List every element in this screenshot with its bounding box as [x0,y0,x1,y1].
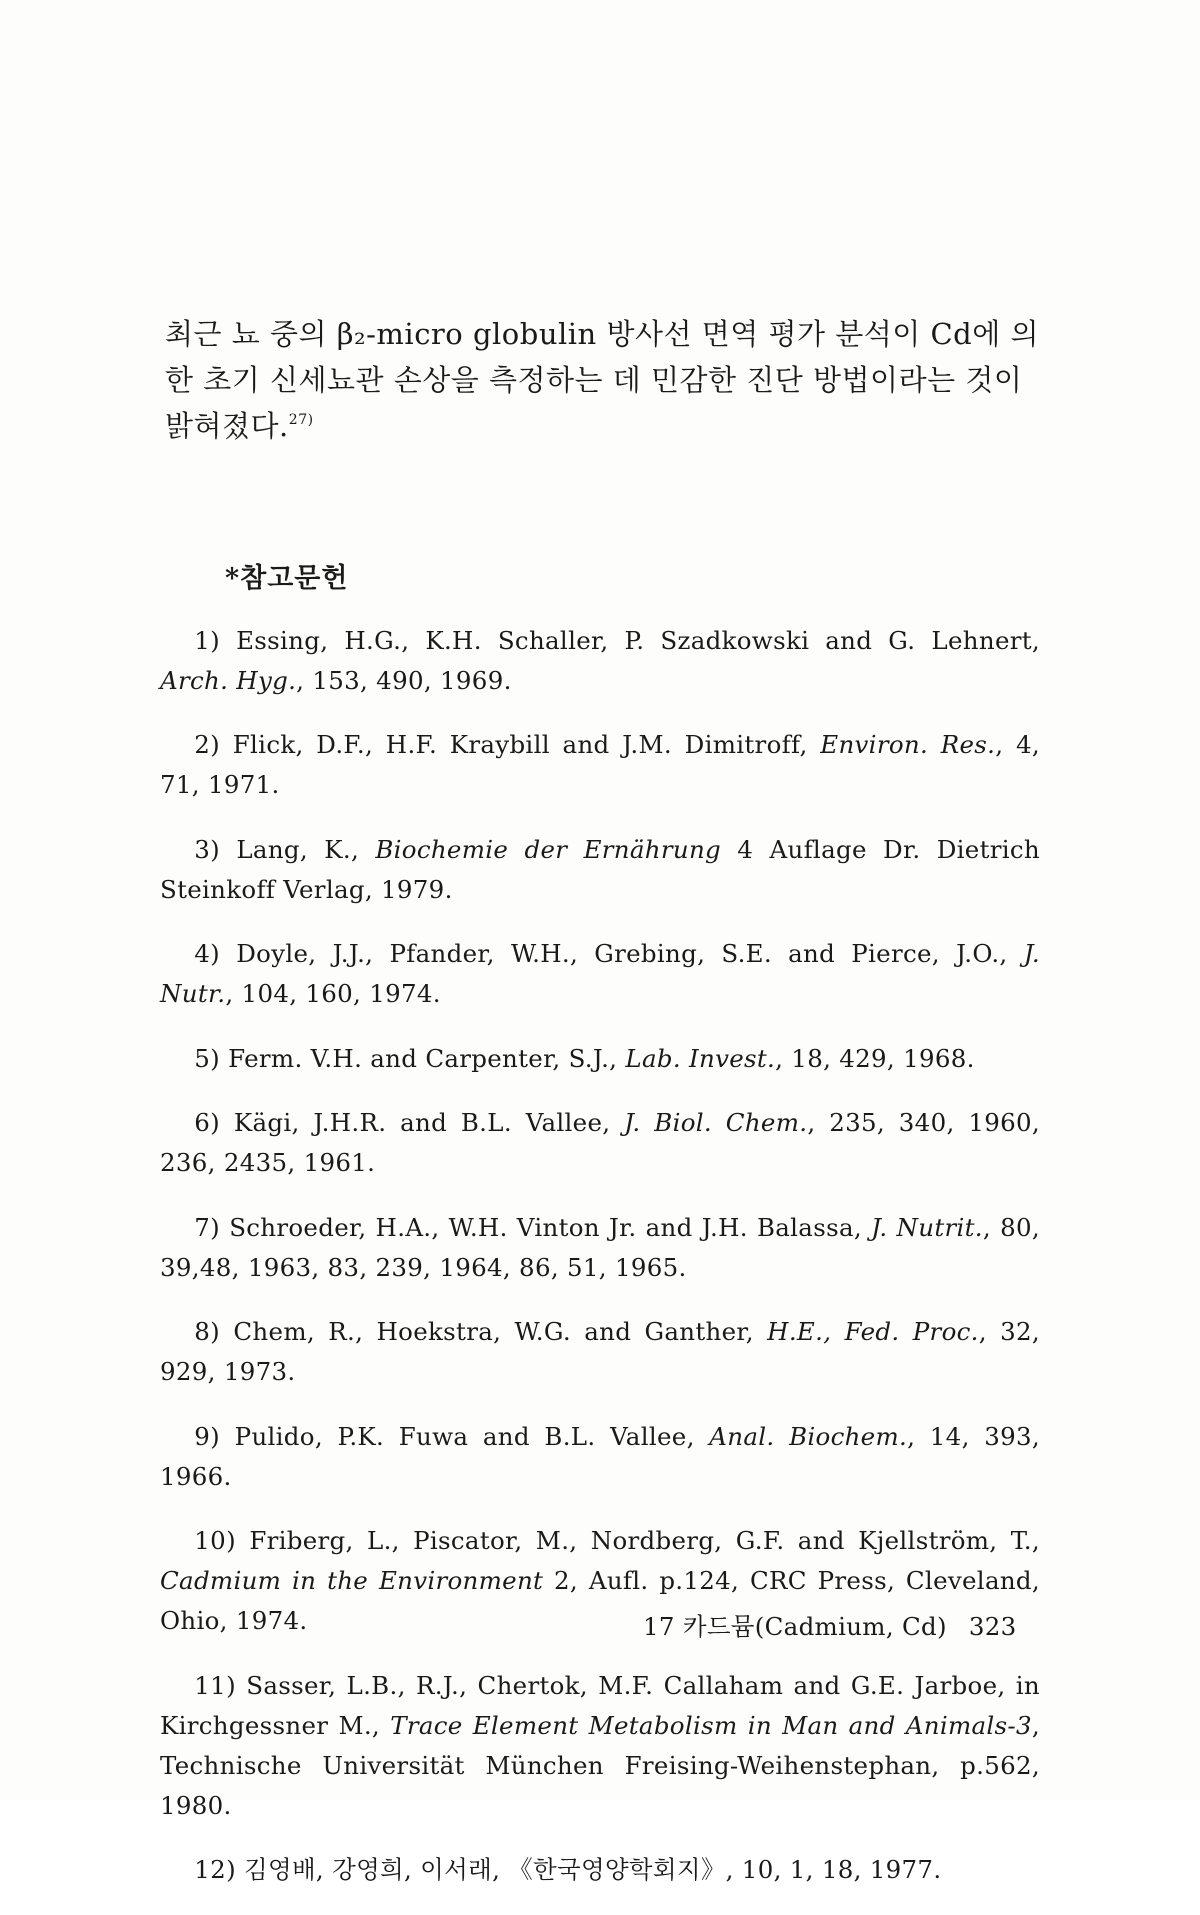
references-heading: *참고문헌 [225,563,349,594]
reference-item: 6) Kägi, J.H.R. and B.L. Vallee, J. Biol. Chem., 235, 340, 1960, 236, 2435, 1961. [160,1108,1040,1177]
reference-item: 2) Flick, D.F., H.F. Kraybill and J.M. Dimitroff, Environ. Res., 4, 71, 1971. [160,730,1041,799]
reference-item: 1) Essing, H.G., K.H. Schaller, P. Szadkowski and G. Lehnert, Arch. Hyg., 153, 490, 1969. [160,625,1041,695]
running-title: 17 카드뮴(Cadmium, Cd) [643,1612,947,1641]
page-footer [643,1608,1017,1643]
page-number: 323 [968,1612,1017,1641]
reference-item: 5) Ferm. V.H. and Carpenter, S.J., Lab. Invest., 18, 429, 1968. [194,1043,975,1073]
references-list [160,596,1040,1915]
reference-item: 8) Chem, R., Hoekstra, W.G. and Ganther, H.E., Fed. Proc., 32, 929, 1973. [160,1317,1041,1386]
intro-paragraph [165,311,1045,449]
reference-item: 12) 김영배, 강영희, 이서래, 《한국영양학회지》, 10, 1, 18, 1977. [194,1855,942,1884]
reference-item: 9) Pulido, P.K. Fuwa and B.L. Vallee, Anal. Biochem., 14, 393, 1966. [160,1421,1041,1491]
footnote-ref: 27) [288,412,314,428]
reference-item: 4) Doyle, J.J., Pfander, W.H., Grebing, S.E. and Pierce, J.O., J. Nutr., 104, 160, 1974. [160,939,1041,1008]
reference-item: 11) Sasser, L.B., R.J., Chertok, M.F. Callaham and G.E. Jarboe, in Kirchgessner M., Trace Element Metabolism in Man and Animals-3, Technische Universität München Freising-Weihenstephan, p.562, 1980. [160,1670,1040,1820]
intro-text: 최근 뇨 중의 β₂-micro globulin 방사선 면역 평가 분석이 Cd에 의한 초기 신세뇨관 손상을 측정하는 데 민감한 진단 방법이라는 것이 밝혀졌다. [165,317,1039,443]
reference-item: 7) Schroeder, H.A., W.H. Vinton Jr. and J.H. Balassa, J. Nutrit., 80, 39,48, 1963, 83, 239, 1964, 86, 51, 1965. [160,1212,1040,1282]
reference-item: 3) Lang, K., Biochemie der Ernährung 4 Auflage Dr. Dietrich Steinkoff Verlag, 1979. [160,834,1040,904]
reference-item: 10) Friberg, L., Piscator, M., Nordberg, G.F. and Kjellström, T., Cadmium in the Environment 2, Aufl. p.124, CRC Press, Cleveland, Ohio, 1974. [160,1526,1041,1635]
